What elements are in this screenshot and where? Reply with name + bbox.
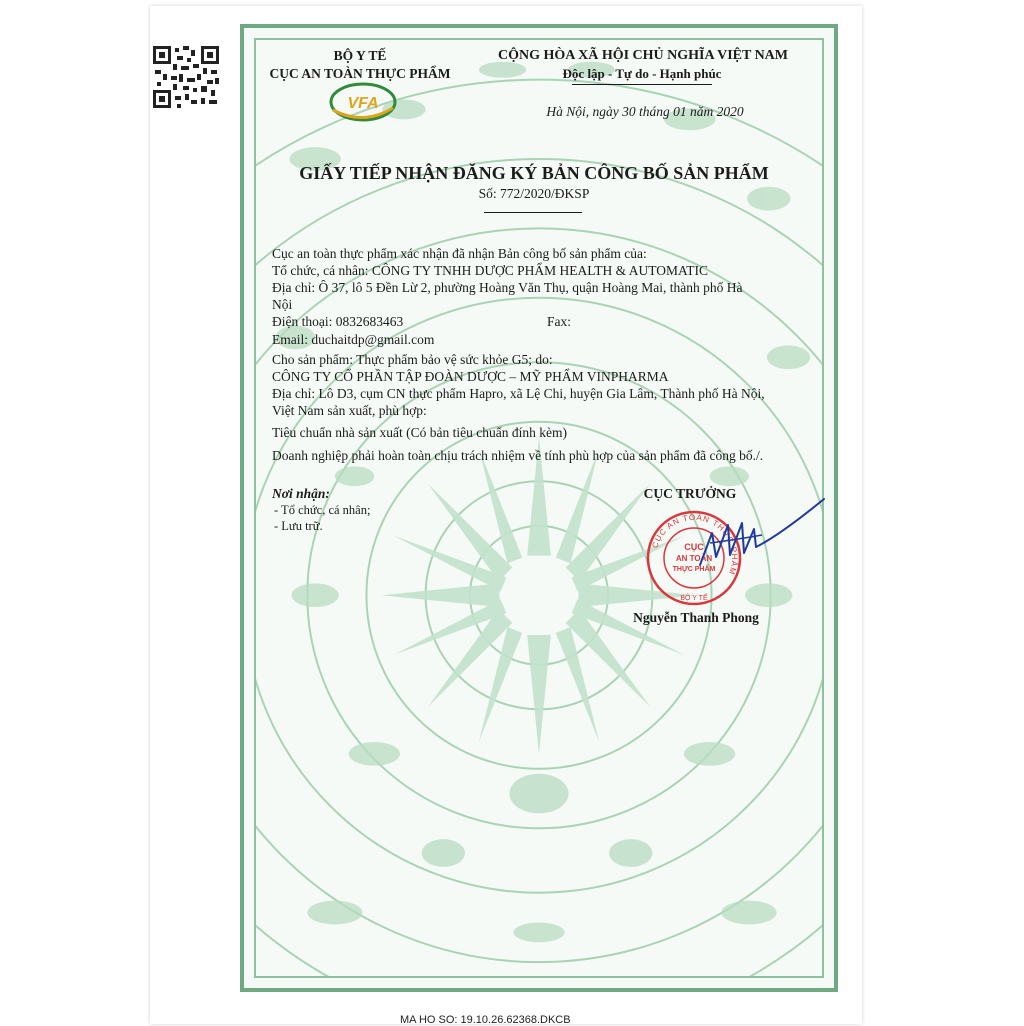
manufacturer-address-line-1: Địa chỉ: Lô D3, cụm CN thực phẩm Hapro, xã Lệ Chi, huyện Gia Lâm, Thành phố Hà Nội, — [272, 386, 765, 401]
vfa-logo-text: VFA — [347, 95, 379, 112]
seal-bottom-text: BỘ Y TẾ — [680, 595, 708, 602]
standard-line: Tiêu chuẩn nhà sản xuất (Có bản tiêu chuẩn đính kèm) — [272, 425, 567, 440]
title-underline — [484, 212, 582, 213]
phone-line: Điện thoại: 0832683463 — [272, 314, 404, 329]
seal-center-line: CỤC — [684, 542, 704, 552]
seal-center-line: THỰC PHẨM — [672, 566, 716, 573]
seal-ring-text: CỤC AN TOÀN THỰC PHẨM — [650, 512, 740, 577]
signer-name: Nguyễn Thanh Phong — [633, 610, 759, 625]
country-name: CỘNG HÒA XÃ HỘI CHỦ NGHĨA VIỆT NAM — [497, 48, 788, 63]
signer-role: CỤC TRƯỞNG — [643, 486, 737, 501]
seal-center-line: AN TOÀN — [675, 554, 713, 563]
manufacturer-address-line-2: Việt Nam sản xuất, phù hợp: — [272, 403, 427, 418]
address-line-2: Nội — [272, 297, 293, 312]
department-name: CỤC AN TOÀN THỰC PHẨM — [269, 66, 451, 81]
recipients-label: Nơi nhận: — [272, 486, 330, 501]
recipient-item: - Tổ chức, cá nhân; — [274, 503, 371, 517]
signature-icon — [690, 495, 830, 585]
manufacturer-line: CÔNG TY CỔ PHẦN TẬP ĐOÀN DƯỢC – MỸ PHẨM VINPHARMA — [272, 369, 669, 384]
organization-line: Tổ chức, cá nhân: CÔNG TY TNHH DƯỢC PHẨM HEALTH & AUTOMATIC — [272, 263, 709, 278]
qr-code-icon — [153, 46, 219, 108]
vfa-logo-icon — [327, 80, 399, 124]
recipient-item: - Lưu trữ. — [274, 519, 323, 533]
document-number: Số: 772/2020/ĐKSP — [478, 186, 590, 201]
email-line: Email: duchaitdp@gmail.com — [272, 332, 435, 347]
fax-line: Fax: — [547, 314, 572, 329]
address-line-1: Địa chỉ: Ô 37, lô 5 Đền Lừ 2, phường Hoàng Văn Thụ, quận Hoàng Mai, thành phố Hà — [272, 280, 743, 295]
product-line: Cho sản phẩm: Thực phẩm bảo vệ sức khỏe G5; do: — [272, 352, 553, 367]
national-motto: Độc lập - Tự do - Hạnh phúc — [562, 66, 722, 81]
intro-text: Cục an toàn thực phẩm xác nhận đã nhận Bản công bố sản phẩm của: — [272, 246, 647, 261]
motto-underline — [572, 84, 712, 85]
footer-record-code: MA HO SO: 19.10.26.62368.DKCB — [400, 1014, 571, 1026]
responsibility-line: Doanh nghiệp phải hoàn toàn chịu trách nhiệm về tính phù hợp của sản phẩm đã công bố./. — [272, 448, 764, 463]
document-title: GIẤY TIẾP NHẬN ĐĂNG KÝ BẢN CÔNG BỐ SẢN PHẨM — [299, 163, 769, 183]
issue-date: Hà Nội, ngày 30 tháng 01 năm 2020 — [546, 104, 744, 119]
ministry-name: BỘ Y TẾ — [333, 48, 387, 63]
